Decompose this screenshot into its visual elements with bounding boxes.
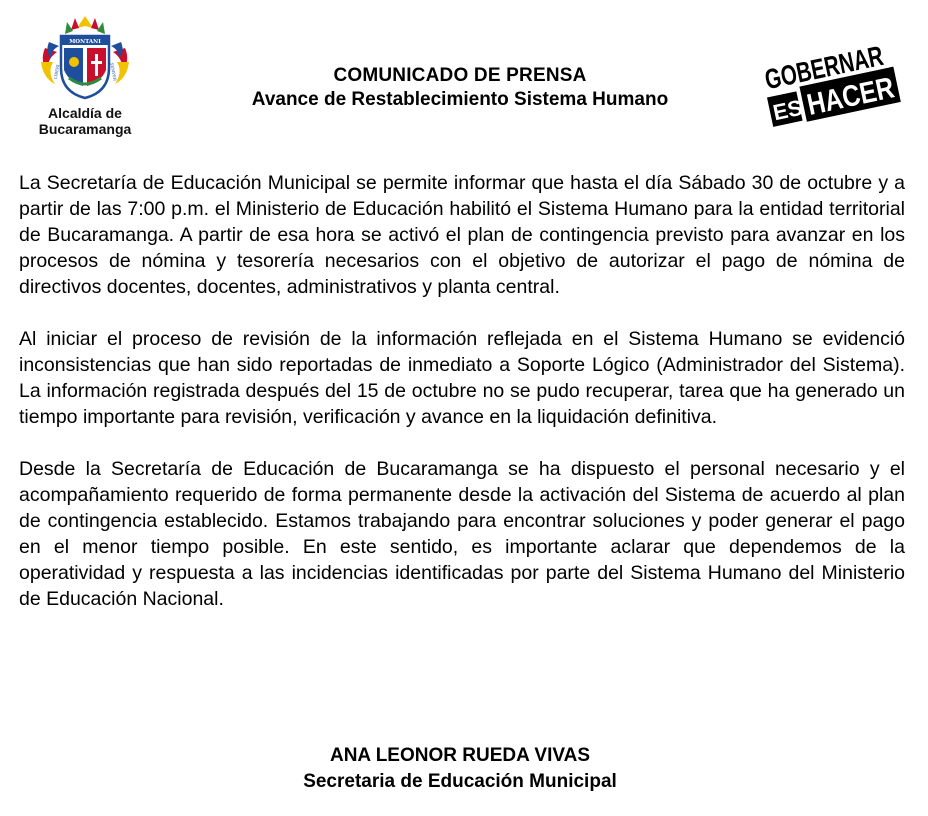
gobernar-es-hacer-logo-icon [756, 40, 906, 132]
slogan-gobernar: GOBERNAR [762, 40, 906, 96]
paragraph-1: La Secretaría de Educación Municipal se permite informar que hasta el día Sábado 30 de octubre y a partir de las 7:00 p.m. el Ministerio de Educación habilitó el Sistema Humano para la entidad territorial de Bucaramanga. A partir de esa hora se activó el plan de contingencia previsto para avanzar en los procesos de nómina y tesorería necesarios con el objetivo de autorizar el pago de nómina de directivos docentes, docentes, administrativos y planta central. [19, 172, 905, 298]
slogan-hacer: HACER [804, 67, 906, 122]
city-crest-icon [37, 12, 133, 104]
paragraph-2: Al iniciar el proceso de revisión de la información reflejada en el Sistema Humano se evidenció inconsistencias que han sido reportadas de inmediato a Soporte Lógico (Administrador del Sistema). La información registrada después del 15 de octubre no se pudo recuperar, tarea que ha generado un tiempo importante para revisión, verificación y avance en la liquidación definitiva. [19, 328, 905, 428]
document-heading [160, 64, 760, 112]
crest-motto-right: SEMPER [109, 62, 118, 82]
slogan-logo [756, 40, 906, 132]
document-body [19, 170, 905, 638]
signature-role: Secretaria de Educación Municipal [303, 771, 617, 792]
signature-name: ANA LEONOR RUEDA VIVAS [329, 745, 591, 766]
crest-motto-left: LIBERI [52, 64, 61, 80]
slogan-es: ES [770, 94, 805, 126]
document-subtitle: Avance de Restablecimiento Sistema Humano [251, 89, 669, 110]
signature-block [160, 744, 760, 796]
paragraph-3: Desde la Secretaría de Educación de Bucaramanga se ha dispuesto el personal necesario y el acompañamiento requerido de forma permanente desde la activación del Sistema de acuerdo al plan de contingencia establecido. Estamos trabajando para encontrar soluciones y poder generar el pago en el menor tiempo posible. En este sentido, es importante aclarar que dependemos de la operatividad y respuesta a las incidencias identificadas por parte del Sistema Humano del Ministerio de Educación Nacional. [19, 458, 905, 610]
org-name-line2: Bucaramanga [38, 121, 132, 137]
org-name-line1: Alcaldía de [48, 105, 122, 121]
alcaldia-logo [30, 12, 140, 140]
crest-motto-top: MONTANI [69, 39, 101, 45]
document-title: COMUNICADO DE PRENSA [333, 65, 587, 86]
